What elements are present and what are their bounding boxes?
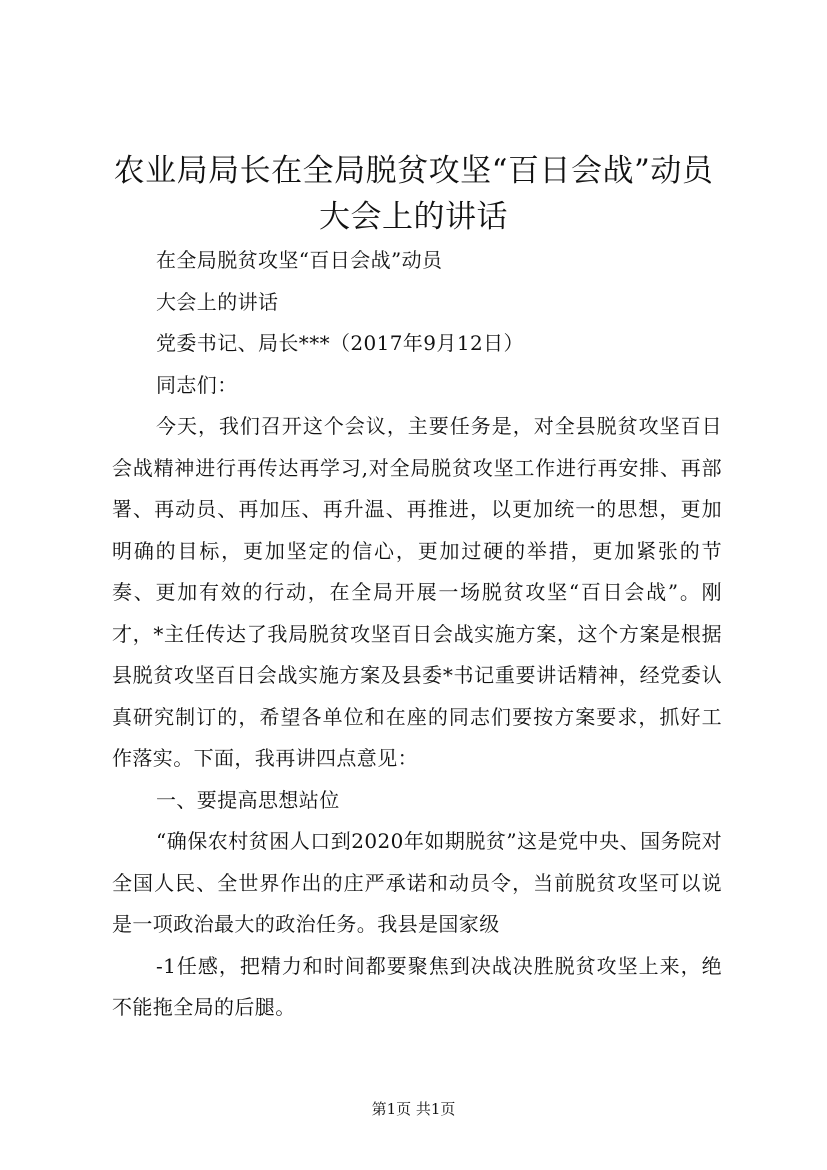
document-body — [112, 240, 722, 1029]
page-footer: 第1页 共1页 — [371, 1100, 456, 1118]
document-title: 农业局局长在全局脱贫攻坚“百日会战”动员大会上的讲话 — [113, 153, 714, 235]
salutation: 同志们： — [156, 372, 238, 397]
subtitle-line-2: 大会上的讲话 — [156, 289, 279, 314]
subtitle-line-1: 在全局脱贫攻坚“百日会战”动员 — [156, 248, 443, 272]
paragraph-section-1: “确保农村贫困人口到2020年如期脱贫”这是党中央、国务院对全国人民、全世界作出的庄严承诺和动员令，当前脱贫攻坚可以说是一项政治最大的政治任务。我县是国家级 — [112, 829, 722, 936]
paragraph-continuation: -1任感，把精力和时间都要聚焦到决战决胜脱贫攻坚上来，绝不能拖全局的后腿。 — [112, 953, 722, 1019]
paragraph-intro: 今天，我们召开这个会议，主要任务是，对全县脱贫攻坚百日会战精神进行再传达再学习,对全局脱贫攻坚工作进行再安排、再部署、再动员、再加压、再升温、再推进，以更加统一的思想，更加明确的目标，更加坚定的信心，更加过硬的举措，更加紧张的节奏、更加有效的行动，在全局开展一场脱贫攻坚“百日会战”。刚才，*主任传达了我局脱贫攻坚百日会战实施方案，这个方案是根据县脱贫攻坚百日会战实施方案及县委*书记重要讲话精神，经党委认真研究制订的，希望各单位和在座的同志们要按方案要求，抓好工作落实。下面，我再讲四点意见： — [112, 414, 722, 770]
speaker-line: 党委书记、局长***（2017年9月12日） — [156, 331, 524, 355]
section-heading-1: 一、要提高思想站位 — [156, 787, 340, 812]
